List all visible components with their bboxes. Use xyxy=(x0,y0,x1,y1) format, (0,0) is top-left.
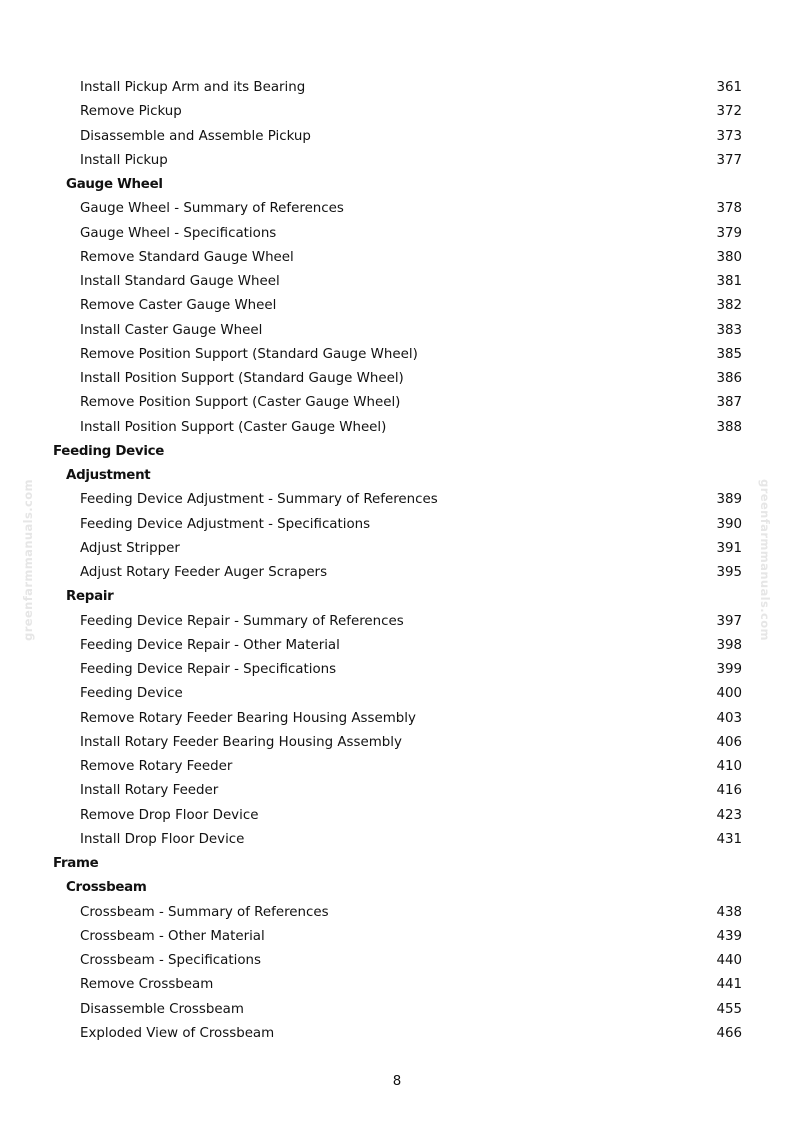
toc-entry-title: Remove Rotary Feeder Bearing Housing Assembly xyxy=(80,710,416,726)
toc-entry[interactable] xyxy=(0,827,794,851)
toc-entry-title: Remove Standard Gauge Wheel xyxy=(80,249,294,265)
toc-entry-page-number: 379 xyxy=(716,225,742,241)
toc-entry-title: Install Caster Gauge Wheel xyxy=(80,322,263,338)
toc-entry-page-number: 423 xyxy=(716,807,742,823)
toc-entry-title: Install Pickup Arm and its Bearing xyxy=(80,80,306,95)
toc-entry-page-number: 403 xyxy=(716,710,742,726)
toc-entry[interactable] xyxy=(0,124,794,148)
toc-entry-page-number: 416 xyxy=(716,783,742,799)
toc-entry[interactable] xyxy=(0,390,794,414)
toc-entry-title: Remove Caster Gauge Wheel xyxy=(80,298,277,314)
toc-entry-title: Gauge Wheel - Summary of References xyxy=(80,201,344,217)
toc-entry-page-number: 441 xyxy=(716,977,742,993)
toc-entry-page-number: 455 xyxy=(716,1001,742,1017)
toc-entry-title: Remove Crossbeam xyxy=(80,977,214,993)
toc-entry-page-number: 410 xyxy=(716,759,742,774)
watermark-right: greenfarmmanuals.com xyxy=(758,479,772,641)
toc-entry-title: Feeding Device Adjustment - Summary of References xyxy=(80,492,438,508)
toc-entry[interactable] xyxy=(0,245,794,269)
toc-entry-title: Install Position Support (Caster Gauge Wheel) xyxy=(80,419,387,435)
toc-entry-page-number: 378 xyxy=(716,201,742,217)
toc-entry-page-number: 385 xyxy=(716,346,742,362)
toc-entry[interactable] xyxy=(0,730,794,754)
toc-entry[interactable] xyxy=(0,560,794,584)
toc-entry-title: Feeding Device Repair - Summary of References xyxy=(80,613,404,629)
toc-entry-page-number: 361 xyxy=(716,80,742,95)
toc-entry-page-number: 373 xyxy=(716,128,742,144)
toc-entry-title: Feeding Device Adjustment - Specifications xyxy=(80,516,371,532)
toc-entry[interactable] xyxy=(0,633,794,657)
toc-entry[interactable] xyxy=(0,1021,794,1045)
toc-entry[interactable] xyxy=(0,536,794,560)
watermark-left: greenfarmmanuals.com xyxy=(21,479,35,641)
toc-entry-title: Remove Drop Floor Device xyxy=(80,807,259,823)
toc-entry[interactable] xyxy=(0,512,794,536)
toc-entry-page-number: 395 xyxy=(716,565,742,580)
toc-entry[interactable] xyxy=(0,75,794,99)
toc-entry-title: Install Position Support (Standard Gauge Wheel) xyxy=(80,371,404,386)
toc-entry-page-number: 406 xyxy=(716,734,742,750)
toc-entry[interactable] xyxy=(0,997,794,1021)
toc-entry[interactable] xyxy=(0,948,794,972)
toc-subsection-heading[interactable] xyxy=(0,584,794,608)
toc-entry[interactable] xyxy=(0,148,794,172)
toc-entry-title: Remove Position Support (Caster Gauge Wheel) xyxy=(80,395,401,411)
toc-entry-title: Feeding Device Repair - Specifications xyxy=(80,662,337,677)
toc-entry[interactable] xyxy=(0,99,794,123)
toc-entry-title: Crossbeam - Summary of References xyxy=(80,904,329,920)
toc-entry[interactable] xyxy=(0,415,794,439)
toc-entry-page-number: 381 xyxy=(716,274,742,289)
toc-entry-page-number: 400 xyxy=(716,686,742,702)
toc-entry-page-number: 388 xyxy=(716,419,742,435)
toc-entry-page-number: 391 xyxy=(716,540,742,556)
toc-entry-title: Feeding Device Repair - Other Material xyxy=(80,637,340,653)
toc-entry-page-number: 397 xyxy=(716,613,742,629)
toc-entry[interactable] xyxy=(0,221,794,245)
toc-entry-title: Install Rotary Feeder Bearing Housing Assembly xyxy=(80,734,402,750)
toc-entry-page-number: 372 xyxy=(716,104,742,120)
toc-entry-page-number: 383 xyxy=(716,322,742,338)
toc-entry[interactable] xyxy=(0,487,794,511)
toc-entry[interactable] xyxy=(0,342,794,366)
toc-entry-page-number: 382 xyxy=(716,298,742,314)
toc-entry-title: Gauge Wheel - Specifications xyxy=(80,225,277,241)
toc-subsection-heading[interactable] xyxy=(0,875,794,899)
toc-entry-title: Repair xyxy=(66,589,114,605)
toc-entry-title: Crossbeam - Specifications xyxy=(80,953,261,968)
toc-entry-page-number: 389 xyxy=(716,492,742,508)
toc-entry-title: Disassemble and Assemble Pickup xyxy=(80,128,311,144)
toc-entry[interactable] xyxy=(0,609,794,633)
toc-entry-page-number: 377 xyxy=(716,152,742,168)
toc-section-heading[interactable] xyxy=(0,851,794,875)
toc-entry-title: Frame xyxy=(53,856,99,871)
toc-entry[interactable] xyxy=(0,269,794,293)
toc-entry-title: Gauge Wheel xyxy=(66,177,163,192)
toc-entry-title: Disassemble Crossbeam xyxy=(80,1001,244,1017)
toc-entry-title: Install Standard Gauge Wheel xyxy=(80,274,280,289)
toc-entry-page-number: 399 xyxy=(716,662,742,677)
toc-entry-title: Adjust Rotary Feeder Auger Scrapers xyxy=(80,565,328,580)
toc-entry[interactable] xyxy=(0,681,794,705)
toc-entry[interactable] xyxy=(0,972,794,996)
toc-entry-title: Feeding Device xyxy=(53,443,165,459)
toc-entry-page-number: 386 xyxy=(716,371,742,386)
toc-subsection-heading[interactable] xyxy=(0,172,794,196)
toc-entry[interactable] xyxy=(0,924,794,948)
toc-entry[interactable] xyxy=(0,318,794,342)
toc-subsection-heading[interactable] xyxy=(0,463,794,487)
toc-entry-title: Install Rotary Feeder xyxy=(80,783,219,799)
toc-entry[interactable] xyxy=(0,196,794,220)
toc-entry-title: Remove Position Support (Standard Gauge Wheel) xyxy=(80,346,418,362)
toc-entry-title: Exploded View of Crossbeam xyxy=(80,1025,275,1041)
toc-entry-page-number: 438 xyxy=(716,904,742,920)
toc-entry[interactable] xyxy=(0,706,794,730)
toc-entry-title: Crossbeam - Other Material xyxy=(80,928,265,944)
toc-entry[interactable] xyxy=(0,803,794,827)
toc-entry-title: Remove Pickup xyxy=(80,104,182,120)
toc-entry-page-number: 440 xyxy=(716,953,742,968)
toc-entry[interactable] xyxy=(0,293,794,317)
toc-entry-title: Install Drop Floor Device xyxy=(80,831,245,847)
toc-entry-page-number: 466 xyxy=(716,1025,742,1041)
toc-entry[interactable] xyxy=(0,900,794,924)
toc-entry-page-number: 390 xyxy=(716,516,742,532)
toc-entry-title: Feeding Device xyxy=(80,686,183,702)
toc-entry-title: Install Pickup xyxy=(80,152,168,168)
toc-entry-title: Crossbeam xyxy=(66,880,147,896)
toc-entry-page-number: 380 xyxy=(716,249,742,265)
toc-entry-page-number: 398 xyxy=(716,637,742,653)
toc-entry-title: Adjust Stripper xyxy=(80,540,180,556)
toc-entry-page-number: 431 xyxy=(716,831,742,847)
toc-entry-page-number: 439 xyxy=(716,928,742,944)
toc-entry-title: Remove Rotary Feeder xyxy=(80,759,233,774)
toc-entry[interactable] xyxy=(0,657,794,681)
toc-entry[interactable] xyxy=(0,754,794,778)
table-of-contents xyxy=(0,75,794,1045)
toc-entry-title: Adjustment xyxy=(66,468,151,483)
page-number: 8 xyxy=(392,1074,402,1089)
toc-entry[interactable] xyxy=(0,778,794,802)
toc-section-heading[interactable] xyxy=(0,439,794,463)
toc-entry[interactable] xyxy=(0,366,794,390)
toc-entry-page-number: 387 xyxy=(716,395,742,411)
